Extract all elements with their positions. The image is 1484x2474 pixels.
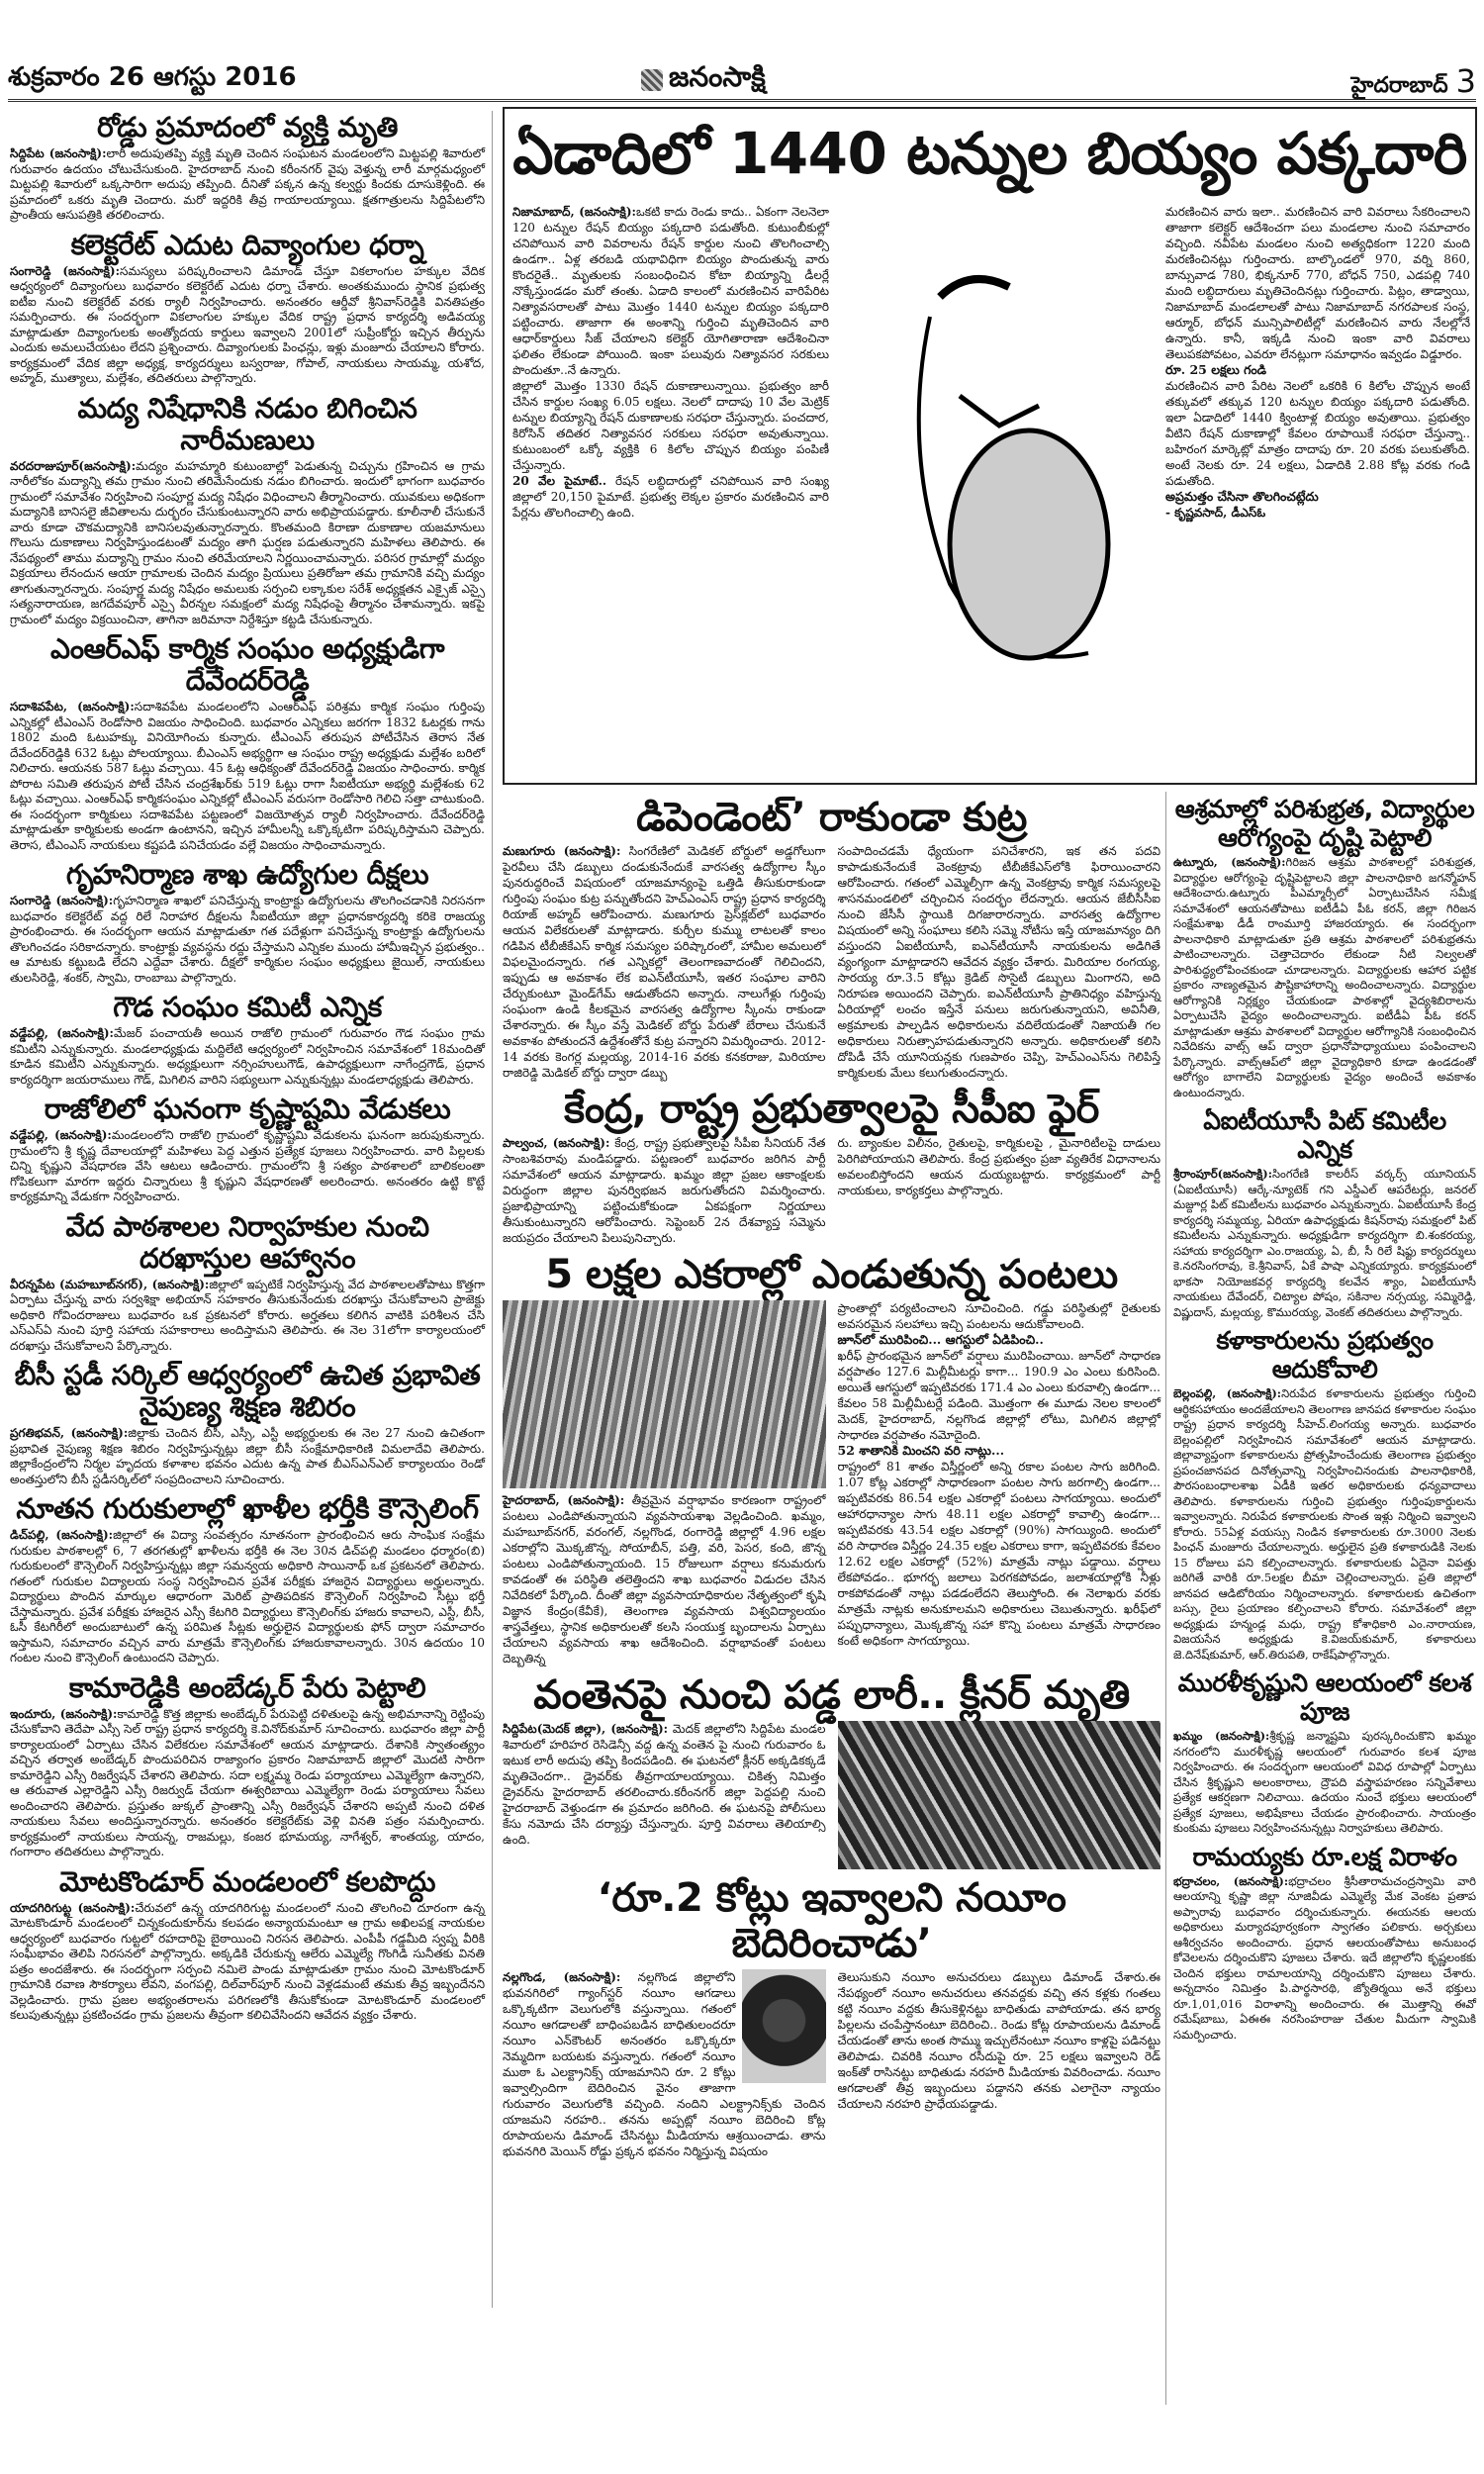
lead-body: మరణించిన వారు ఇలా.. మరణించిన వారి వివరాలు సేకరించాలని తాజాగా కలెక్టర్ ఆదేశించగా పలు మండలాల నుంచి సమాచారం వచ్చింది. నవీపేట మండలం నుంచి అత్యధికంగా 1220 మంది మరణించినట్లు గుర్తించారు. బాల్కొండలో 970, వర్ని 860, బాన్సువాడ 780, భిక్కనూర్ 770, బోధన్ 750, ఎడపల్లి 740 మంది లబ్ధిదారులు మృతిచెందినట్లు గుర్తించారు. పిట్లం, తాడ్వాయి, నిజామాబాద్ మండలాలతో పాటు నిజామాబాద్ నగరపాలక సంస్థ, ఆర్మూర్, బోధన్ మున్సిపాలిటీల్లో మరణించిన వారు నేలల్లోనే ఉన్నారు. కానీ, ఇక్కడి నుంచి ఇంకా వారి వివరాలు తెలుపకపోవటం, ఎవరూ లేనట్లుగా సమాధానం ఇవ్వడం విడ్డూరం. [1165, 205, 1470, 361]
dateline: యాదగిరిగుట్ట (జనంసాక్షి): [10, 1900, 136, 1915]
headline: నూతన గురుకులాల్లో ఖాళీల భర్తీకి కౌన్సెలింగ్ [16, 1492, 479, 1525]
paragraph: గృహనిర్మాణ శాఖలో పనిచేస్తున్న కాంట్రాక్టు ఉద్యోగులను తొలగించడానికి నిరసనగా బుధవారం కలెక్టరేట్ వద్ద రిలే నిరాహార దీక్షలను సీఐటీయూ జిల్లా ప్రధానకార్యదర్శి కరికె రాజయ్య ప్రారంభించారు. ఈ సందర్భంగా ఆయన మాట్లాడుతూ గత పదేళ్లుగా పనిచేస్తున్న కాంట్రాక్టు ఉద్యోగులను తొలగించడం సరికాదన్నారు. కాంట్రాక్టు వ్యవస్థను రద్దు చేస్తామని ఎన్నికల ముందు హామీఇచ్చిన ప్రభుత్వం.. ఆ మాటకు కట్టుబడి లేదని ఎద్దేవా చేశారు. దీక్షలో కార్మికుల సంఘం అధ్యక్షులు జైయిల్, నాయకులు తులసిరెడ్డి, శంకర్, స్వామి, రాంబాబు పాల్గొన్నారు. [10, 894, 486, 985]
paragraph: శ్రీకృష్ణ జన్మాష్టమి పురస్కరించుకొని ఖమ్మం నగరంలోని మురళీకృష్ణ ఆలయంలో గురువారం కలశ పూజ నిర్వహించారు. ఈ సందర్భంగా ఆలయంలో వివిధ రూపాల్లో ఏర్పాటు చేసిన శ్రీకృష్ణుని అలంకారాలు, ద్రౌపది వస్త్రాపహరణం సన్నివేశాలు ప్రత్యేక ఆకర్షణగా నిలిచాయి. ఉదయం నుంచే భక్తులు ఆలయంలో ప్రత్యేక పూజలు, అభిషేకాలు చేయడం ప్రారంభించారు. సాయంత్రం కుంకుమ పూజలు నిర్వహించనున్నట్లు నిర్వాహకులు తెలిపారు. [1173, 1729, 1477, 1835]
article [1173, 1106, 1476, 1320]
dateline: నిజామాబాద్, (జనంసాక్షి): [512, 205, 636, 219]
article [10, 1360, 485, 1487]
article-body [503, 1492, 826, 1666]
article [503, 1672, 1160, 1869]
paragraph: కామారెడ్డి కొత్త జిల్లాకు అంబేడ్కర్ పేరుపెట్టి దళితులపై ఉన్న అభిమానాన్ని రెట్టింపు చేసుకోవాని తెదేపా ఎస్సీ సెల్ రాష్ట్ర ప్రధాన కార్యదర్శి కె.వినోద్‌కుమార్ సూచించారు. బుధవారం జిల్లా పార్టీ కార్యాలయంలో ఏర్పాటు చేసిన విలేకరుల సమావేశంలో ఆయన మాట్లాడారు. దేశానికి స్వాతంత్య్రం వచ్చిన తర్వాత అంబేడ్కర్ పొందుపరిచిన రాజ్యాంగం ప్రకారం నిజామాబాద్ జిల్లాలో మొదటి సారిగా కామారెడ్డిని ఎస్సీ రిజర్వేషన్ చేశారని తెలిపారు. సదా లక్ష్మమ్మ రెండు పర్యాయాలు ఎమ్మెల్యేగా ఉన్నారని, ఆ తరువాత ఎల్లారెడ్డిని ఎస్సీ రిజర్వుడ్ చేయగా ఈశ్వరిబాయి ఎమ్మెల్యేగా రెండు పర్యాయాలు సేవలు అందించారని తెలిపారు. ప్రస్తుతం జుక్కల్ ప్రాంతాన్ని ఎస్సీ రిజర్వేషన్ చేశారని అప్పటి నుంచి దళిత నాయకులు సేవలు అందిస్తున్నారన్నారు. అనంతరం కలెక్టరేట్‌కు వెళ్లి వినతి పత్రం సమర్పించారు. కార్యక్రమంలో నాయకులు సాయన్న, రాజమల్లు, కంజర భూమయ్య, నాగేశ్వర్, శాంతయ్య, యాదం, గంగారాం తదితరులు పాల్గొన్నారు. [10, 1706, 485, 1858]
article-body [10, 1707, 485, 1860]
headline: డిపెండెంట్’ రాకుండా కుట్ర [636, 795, 1027, 840]
article-body [503, 1721, 826, 1848]
article-body [503, 843, 826, 1081]
article [10, 1866, 485, 2024]
article-body [10, 1128, 485, 1205]
logo-emblem-icon [641, 69, 663, 91]
headline: కామారెడ్డికి అంబేడ్కర్ పేరు పెట్టాలి [68, 1670, 426, 1704]
dateline: శ్రీరాంపూర్(జనంసాక్షి): [1173, 1167, 1272, 1181]
paragraph: మెదక్ జిల్లాలోని సిద్దిపేట మండల శివారులో హరిహర రెసిడెన్సీ వద్ద ఉన్న వంతెన పై నుంచి గురువారం ఓ ఇటుక లారీ అదుపు తప్పి కిందపడింది. ఈ ఘటనలో క్లీనర్ అక్కడికక్కడే మృతిచెందగా.. డ్రైవర్‌కు తీవ్రగాయాలయ్యాయి. చికిత్స నిమిత్తం డ్రైవర్‌ను హైదరాబాద్ తరలించారు.కరీంనగర్ జిల్లా పెద్దపల్లి నుంచి హైదరాబాద్ వెళ్తుండగా ఈ ప్రమాదం జరిగింది. ఈ ఘటనపై పోలీసులు కేసు నమోదు చేసి దర్యాప్తు చేస్తున్నారు. పూర్తి వివరాలు తెలియాల్సి ఉంది. [503, 1722, 826, 1847]
logo-text: జనంసాక్షి [669, 60, 766, 93]
paragraph: కేంద్ర, రాష్ట్ర ప్రభుత్వాలపై సీపీఐ సీనియర్ నేత సాంబశివరావు మండిపడ్డారు. పట్టణంలో బుధవారం జరిగిన పార్టీ సమావేశంలో ఆయన మాట్లాడారు. ఖమ్మం జిల్లా ప్రజల ఆకాంక్షలకు విరుద్ధంగా జిల్లాల పునర్విభజన జరుగుతోందని విమర్శించారు. ప్రజాభిప్రాయాన్ని పట్టించుకోకుండా ఏకపక్షంగా నిర్ణయాలు తీసుకుంటున్నారని ఆరోపించారు. సెప్టెంబర్ 2న దేశవ్యాప్త సమ్మెను జయప్రదం చేయాలని పిలుపునిచ్చారు. [503, 1136, 826, 1245]
article [10, 992, 485, 1088]
paragraph: నల్లగొండ జిల్లాలోని భువనగిరిలో గ్యాంగ్‌స్టర్ నయీం ఆగడాలు ఒక్కొక్కటిగా వెలుగులోకి వస్తున్నాయి. గతంలో నయీం ఆగడాలతో బాధింపబడిన బాధితులందరూ నయీం ఎన్‌కౌంటర్ అనంతరం ఒక్కొక్కరూ నెమ్మదిగా బయటకు వస్తున్నారు. గతంలో నయీం ముఠా ఓ ఎలక్ట్రానిక్స్ యాజమానిని రూ. 2 కోట్లు ఇవ్వాల్సిందిగా బెదిరించిన వైనం తాజాగా గురువారం వెలుగులోకి వచ్చింది. నందిని ఎలక్ట్రానిక్స్‌కు చెందిన యాజమని నరహరి.. తనను అప్పట్లో నయీం బెదిరించి కోట్ల రూపాయలను డిమాండ్ చేసినట్టు మీడియాను ఆశ్రయించాడు. తాను భువనగిరి మెయిన్ రోడ్డు ప్రక్కన భవనం నిర్మిస్తున్న విషయం [503, 1970, 826, 2158]
headline: బీసీ స్టడీ సర్కిల్ ఆధ్వర్యంలో ఉచిత ప్రభావిత నైపుణ్య శిక్షణ శిబిరం [14, 1359, 481, 1423]
dateline: మణుగూరు (జనంసాక్షి): [503, 844, 621, 858]
paragraph: సమస్యలు పరిష్కరించాలని డిమాండ్ చేస్తూ వికలాంగుల హక్కుల వేదిక ఆధ్వర్యంలో దివ్యాంగులు బుధవారం కలెక్టరేట్ ఎదుట ధర్నా చేశారు. అంతకుముందు స్థానిక ప్రభుత్వ ఐటీఐ నుంచి కలెక్టరేట్ వరకు ర్యాలీ నిర్వహించారు. అనంతరం ఆర్డీవో శ్రీనివాస్‌రెడ్డికి వినతిపత్రం సమర్పించారు. ఈ సందర్భంగా వికలాంగుల హక్కుల వేదిక రాష్ట్ర ప్రధాన కార్యదర్శి అడివయ్య మాట్లాడుతూ దివ్యాంగులకు అంత్యోదయ కార్డులు ఇవ్వాలని 2001లో సుప్రీంకోర్టు ఇచ్చిన తీర్పును ఎందుకు అమలుచేయటం లేదని ప్రశ్నించారు. దివ్యాంగులకు పింఛన్లు, ఇళ్లు మంజూరు చేయాలని కోరారు. కార్యక్రమంలో వేదిక జిల్లా అధ్యక్ష, కార్యదర్శులు బస్వరాజు, గోపాల్, నాయకులు సాయమ్మ, యశోద, అహ్మద్, ముత్యాలు, మల్లేశం, తదితరులు పాల్గొన్నారు. [10, 263, 485, 385]
article-body [10, 1026, 485, 1088]
article-body [10, 1528, 485, 1666]
subhead: అప్రమత్తం చేసినా తొలగించట్లేదు [1165, 489, 1319, 504]
headline: మురళీకృష్ణుని ఆలయంలో కలశ పూజ [1177, 1668, 1472, 1726]
dateline: వరదరాజుపూర్(జనంసాక్షి): [10, 458, 137, 473]
middle-column [503, 792, 1160, 2165]
lead-body [512, 473, 829, 521]
article-body: రు. బ్యాంకుల విలీనం, రైతులపై, కార్మికులపై , మైనారిటీలపై దాడులు పెరిగిపోయాయని తెలిపారు. కేంద్ర ప్రభుత్వం ప్రజా వ్యతిరేక విధానాలను అవలంబిస్తోందని ఆయన దుయ్యబట్టారు. కార్యక్రమంలో పార్టీ నాయకులు, కార్యకర్తలు పాల్గొన్నారు. [837, 1136, 1160, 1197]
dateline: వడ్డేపల్లి, (జనంసాక్షి): [10, 1128, 112, 1142]
article-body [10, 459, 485, 628]
dateline: ఖమ్మం (జనంసాక్షి): [1173, 1729, 1270, 1743]
paragraph: సింగరేణిలో మెడికల్ బోర్డులో అడ్డగోలుగా పైరవీలు చేసి డబ్బులు దండుకునేందుకే వారసత్వ ఉద్యోగాల స్కీం పునరుద్ధరించే విషయంలో యాజమాన్యంపై ఒత్తిడి తీసుకురాకుండా గుర్తింపు సంఘం కుట్ర పన్నుతోందని హెచ్‌ఎంఎస్ రాష్ట్ర ప్రధాన కార్యదర్శి రియాజ్ అహ్మద్ ఆరోపించారు. మణుగూరు ప్రెస్‌క్లబ్‌లో బుధవారం ఆయన విలేకరులతో మాట్లాడారు. కుర్చీల కుమ్ము లాటలతో కాలం గడిపిన టీబీజీకేఎస్ కార్మిక సమస్యల పరిష్కారంలో, హామీల అమలులో విఫలమైందన్నారు. గత ఎన్నికల్లో తెలంగాణవాదంతో గెలిచిందని, ఇప్పుడు ఆ అవకాశం లేక ఐఎన్‌టీయూసీ, ఇతర సంఘాల వారిని చేర్చుకుంటూ మైండ్‌గేమ్ ఆడుతోందని అన్నారు. నాలుగేళ్లు గుర్తింపు సంఘంగా ఉండి కీలకమైన వారసత్వ ఉద్యోగాల స్కీంను రాకుండా చేశారన్నారు. ఈ స్కీం వస్తే మెడికల్ బోర్డు పేరుతో బేరాలు చేసుకునే అవకాశం పోతుందనే ఉద్దేశంతోనే కుట్ర పన్నారని విమర్శించారు. 2012-14 వరకు కెంగర్ల మల్లయ్య, 2014-16 వరకు కనకరాజు, మిరియాల రాజిరెడ్డి మెడికల్ బోర్డు ద్వారా డబ్బు [503, 844, 826, 1080]
article-body [503, 1135, 826, 1246]
cartoon-man-eating-rice [841, 257, 1158, 683]
article [1173, 1843, 1476, 2044]
headline: మోటకొండూర్ మండలంలో కలపొద్దు [59, 1864, 435, 1898]
article-body [10, 1901, 485, 2024]
right-column [1173, 792, 1476, 2048]
dateline: వడ్డేపల్లి, (జనంసాక్షి): [10, 1026, 114, 1040]
issue-date: శుక్రవారం 26 ఆగస్టు 2016 [8, 62, 297, 92]
article-body [10, 264, 485, 387]
headline: కళాకారులను ప్రభుత్వం ఆదుకోవాలి [1216, 1326, 1434, 1383]
dateline: సదాశివపేట, (జనంసాక్షి): [10, 700, 135, 714]
headline: కేంద్ర, రాష్ట్ర ప్రభుత్వాలపై సీపీఐ ఫైర్ [564, 1087, 1099, 1132]
column-divider [492, 111, 493, 2308]
article-body: ప్రాంతాల్లో పర్యటించాలని సూచించింది. గడ్డు పరిస్థితుల్లో రైతులకు అవసరమైన సలహాలు ఇచ్చి పంటలను ఆదుకోవాలంది. [837, 1301, 1160, 1331]
paragraph: సదాశివపేట మండలంలోని ఎంఆర్‌ఎఫ్ పరిశ్రమ కార్మిక సంఘం గుర్తింపు ఎన్నికల్లో టీఎంఎస్ రెండోసారి విజయం సాధించింది. బుధవారం ఎన్నికలు జరగగా 1832 ఓటర్లకు గాను 1802 మంది ఓటుహక్కు వినియోగించు కున్నారు. టీఎంఎస్ తరుపున పోటీచేసిన తెరాస నేత దేవేందర్‌రెడ్డికి 632 ఓట్లు పోలయ్యాయి. బీఎంఎస్ అభ్యర్థిగా ఆ సంఘం రాష్ట్ర అధ్యక్షుడు మల్లేశం బరిలో నిలిచారు. ఆయనకు 587 ఓట్లు వచ్చాయి. 45 ఓట్ల ఆధిక్యంతో దేవేందర్‌రెడ్డి విజయం సాధించారు. కార్మిక పోరాట సమితి తరుపున పోటీ చేసిన చంద్రశేఖర్‌కు 519 ఓట్లు రాగా సీఐటీయూ అభ్యర్థి మల్లేశంకు 62 ఓట్లు వచ్చాయి. ఎంఆర్‌ఎఫ్ కార్మికసంఘం ఎన్నికల్లో టీఎంఎస్ వరుసగా రెండోసారి గెలిచి సత్తా చాటుకుంది. ఈ సందర్భంగా కార్మికులు సదాశివపేట పట్టణంలో విజయోత్సవ ర్యాలీ నిర్వహించారు. దేవేందర్‌రెడ్డి మాట్లాడుతూ కార్మికులకు అండగా ఉంటానని, ఇచ్చిన హామీలన్నీ ఒక్కొక్కటిగా పరిష్కరిస్తామని చెప్పారు. తెరాస, టీఎంఎస్ నాయకులు కష్టపడి పనిచేయడం వల్లే విజయం సాధించామన్నారు. [10, 700, 486, 852]
article-body [10, 1278, 485, 1355]
dateline: డిచ్‌పల్లి, (జనంసాక్షి): [10, 1528, 114, 1542]
dateline: ప్రగతిభవన్, (జనంసాక్షి): [10, 1426, 129, 1440]
headline: గృహనిర్మాణ శాఖ ఉద్యోగుల దీక్షలు [65, 858, 429, 891]
article-body [1173, 1386, 1476, 1663]
article-body: సంపాదించడమే ధ్యేయంగా పనిచేశారని, ఇక తన పదవి కాపాడుకునేందుకే వెంకట్రావు టీబీజీకేఎస్‌లోకి ఫిరాయించారని ఆరోపించారు. గతంలో ఎమ్మెల్సీగా ఉన్న వెంకట్రావు కార్మిక సమస్యలపై శాసనమండలిలో చర్చించిన సందర్భం లేదన్నారు. ఆయన జేబీసీసీఐ నుంచి జేసీసీ స్థాయికి దిగజారారన్నారు. వారసత్వ ఉద్యోగాల విషయంలో అన్ని సంఘాలు కలిసి సమ్మె నోటీసు ఇస్తే యాజమాన్యం దిగి వస్తుందని ఏఐటీయూసీ, ఐఎన్‌టీయూసీ నాయకులను అడిగితే వ్యంగ్యంగా మాట్లాడారని ఆవేదన వ్యక్తం చేశారు. మిరియాల రంగయ్య, సారయ్య రూ.3.5 కోట్లు క్రెడిట్ సొసైటీ డబ్బులు మింగారని, అది నిరూపణ అయిందని చెప్పారు. ఐఎన్‌టీయూసీ ప్రాతినిధ్యం వహిస్తున్న ఏరియాల్లో లంచం ఇస్తేనే పనులు జరుగుతున్నాయని, అవినీతి, అక్రమాలకు పాల్పడిన అధికారులను వదిలేయడంతో నిజాయతీ గల అధికారులు నిరుత్సాహపడుతున్నారని అన్నారు. అధికారులతో కలిసి దోపిడీ చేసే యూనియన్లకు గుణపాఠం చెప్పి, హెచ్‌ఎంఎస్‌ను గెలిపిస్తే కార్మికులకు మేలు కలుగుతుందన్నారు. [837, 844, 1160, 1080]
paragraph: జిల్లాకు చెందిన బీసీ, ఎస్సీ, ఎస్టీ అభ్యర్థులకు ఈ నెల 27 నుంచి ఉచితంగా ప్రభావిత నైపుణ్య శిక్షణ శిబిరం నిర్వహిస్తున్నట్లు జిల్లా బీసీ సంక్షేమాధికారిణి విమలాదేవి తెలిపారు. జిల్లాకేంద్రంలోని నిర్మల హృదయ కళాశాల భవనం ఎదుట ఉన్న పాత బీఎస్‌ఎన్‌ఎల్ కార్యాలయం రెండో అంతస్తులోని బీసీ స్టడీసర్కిల్‌లో సంప్రదించాలని సూచించారు. [10, 1426, 485, 1486]
article [10, 230, 485, 387]
article [10, 859, 485, 986]
subhead: రూ. 25 లక్షలు గండి [1165, 362, 1267, 377]
paragraph: సింగరేణి కాలరీస్ వర్కర్స్ యూనియన్ (ఏఐటీయూసీ) ఆర్కే-న్యూటెక్ గని ఎస్డీఎల్ ఆపరేటర్లు, జనరల్ మజ్దూర్ల పిట్ కమిటీలను బుధవారం ఎన్నుకున్నారు. ఏఐటీయూసీ కేంద్ర కార్యదర్శి సమ్మయ్య, ఏరియా ఉపాధ్యక్షుడు కిషన్‌రావు సమక్షంలో పిట్ కమిటీలను ఎన్నుకున్నారు. అధ్యక్షుడిగా కార్యదర్శిగా బి.శంకరయ్య, సహాయ కార్యదర్శిగా ఎం.రాజయ్య, ఏ, బీ, సీ రిలే షిఫ్టు కార్యదర్శులు కె.నరసింగరావు, కె.శ్రీనివాస్, ఏకే పాషా ఎన్నికయ్యారు. కార్యక్రమంలో భాకసా నియోజకవర్గ కార్యదర్శి కలవేన శ్యాం, ఏఐటీయూసీ నాయకులు దేవేందర్, చిట్యాల పోషం, సకినాల నర్సయ్య, సమ్మిరెడ్డి, విష్ణుదాస్, మల్లయ్య, కొమురయ్య, వెంకట్ తదితరులు పాల్గొన్నారు. [1173, 1167, 1476, 1319]
headline: మద్య నిషేధానికి నడుం బిగించిన నారీమణులు [77, 391, 417, 456]
paragraph: నిరుపేద కళాకారులను ప్రభుత్వం గుర్తించి ఆర్థికసహాయం అందజేయాలని తెలంగాణ జానపద కళాకారుల సంఘం రాష్ట్ర ప్రధాన కార్యదర్శి సీహెచ్.లింగయ్య అన్నారు. బుధవారం బెల్లంపల్లిలో నిర్వహించిన సమావేశంలో ఆయన మాట్లాడారు. జిల్లావ్యాప్తంగా కళాకారులను ప్రోత్సహించేందుకు తెలంగాణ ప్రభుత్వం ప్రపంచజానపద దినోత్సవాన్ని నిర్వహించినందుకు పాలనాధికారికి, పౌరసంబంధాలశాఖ ఏడీకి ఇతర అధికారులకు ధన్యవాదాలు తెలిపారు. కళాకారులను గుర్తించి ప్రభుత్వం గుర్తింపుకార్డులను ఇవ్వాలన్నారు. నిరుపేద కళాకారులకు సొంత ఇళ్లు నిర్మించి ఇవ్వాలని కోరారు. 55ఏళ్ల వయస్సు నిండిన కళాకారులకు రూ.3000 నెలకు పింఛన్ మంజూరు చేయాలన్నారు. అర్హులైన ప్రతి కళాకారుడికి నెలకు 15 రోజులు పని కల్పించాలన్నారు. కళాకారులకు ఏదైనా విపత్తు జరిగితే వారికి రూ.5లక్షల బీమా చెల్లించాలన్నారు. ప్రతి జిల్లాలో జానపద ఆడిటోరియం నిర్మించాలన్నారు. కళాకారులకు ఉచితంగా బస్సు, రైలు ప్రయాణం కల్పించాలని కోరారు. సమావేశంలో జిల్లా అధ్యక్షుడు హన్మండ్ల మధు, రాష్ట్ర కోశాధికారి ఎం.నారాయణ, విజయసేన అధ్యక్షుడు కె.విజయ్‌కుమార్, కళాకారులు జె.దినేష్‌కుమార్, ఆర్.తిరుపతి, రాకేష్‌పాల్గొన్నారు. [1173, 1386, 1476, 1662]
lead-body [512, 204, 829, 378]
headline: ఎంఆర్‌ఎఫ్ కార్మిక సంఘం అధ్యక్షుడిగా దేవేందర్‌రెడ్డి [49, 632, 445, 697]
headline: వేద పాఠశాలల నిర్వాహకుల నుంచి దరఖాస్తుల ఆహ్వానం [65, 1209, 429, 1275]
dateline: భద్రాచలం, (జనంసాక్షి): [1173, 1873, 1289, 1888]
article [10, 1672, 485, 1860]
paragraph: మండలంలోని రాజోలి గ్రామంలో కృష్ణాష్టమి వేడుకలను ఘనంగా జరుపుకున్నారు. గ్రామంలోని శ్రీ కృష్ణ దేవాలయాల్లో మహిళలు పెద్ద ఎత్తున ప్రత్యేక పూజలు నిర్వహించారు. వారి పిల్లలకు చిన్ని కృష్ణుని వేషధారణ వేసి ఆటలు ఆడించారు. గ్రామంలోని శ్రీ సత్యం పాఠశాలలో బాలికలంతా గోపికలుగా మారగా ఇద్దరు చిన్నారులు శ్రీ కృష్ణుని వేషధారణతో అలరించారు. అనంతరం ఉట్టి కొట్టే కార్యక్రమాన్ని వేడుకగా నిర్వహించారు. [10, 1128, 485, 1203]
lead-headline: ఏడాదిలో 1440 టన్నుల బియ్యం పక్కదారి [512, 120, 1467, 187]
article-body [10, 146, 485, 224]
headline: రోడ్డు ప్రమాదంలో వ్యక్తి మృతి [97, 111, 398, 143]
paragraph: జిల్లాలో ఇప్పటికే నిర్వహిస్తున్న వేద పాఠశాలలతోపాటు కొత్తగా ఏర్పాటు చేస్తున్న వారు సర్వశిక్షా అభియాన్ సహకారం తీసుకునేందుకు దరఖాస్తు చేసుకోవాలని ప్రాజెక్టు అధికారి గోవిందరాజులు బుధవారం ఒక ప్రకటనలో కోరారు. అర్హతలు కలిగిన వాటికి పరిశీలన చేసి ఎస్‌ఎస్‌ఏ నుంచి పూర్తి సహాయ సహకారాలు అందిస్తామని తెలిపారు. ఈ నెల 31లోగా కార్యాలయంలో దరఖాస్తు చేసుకోవాలని పేర్కొన్నారు. [10, 1277, 485, 1353]
article-body [10, 894, 485, 986]
headline: రామయ్యకు రూ.లక్ష విరాళం [1192, 1842, 1457, 1871]
byline: - కృష్ణవసాద్, డీఎస్‌ఓ [1165, 506, 1266, 520]
dateline: బెల్లంపల్లి, (జనంసాక్షి): [1173, 1386, 1282, 1400]
headline: గౌడ సంఘం కమిటీ ఎన్నిక [113, 991, 382, 1023]
headline: రాజోలిలో ఘనంగా కృష్ణాష్టమి వేడుకలు [44, 1093, 451, 1125]
dateline: నల్లగొండ, (జనంసాక్షి): [503, 1970, 621, 1984]
dateline: సంగారెడ్డి (జనంసాక్షి): [10, 894, 114, 907]
article [503, 1087, 1160, 1246]
dateline: ఇందూరు, (జనంసాక్షి): [10, 1706, 118, 1721]
headline: ‘రూ.2 కోట్లు ఇవ్వాలని నయీం బెదిరించాడు’ [597, 1875, 1067, 1966]
dateline: సంగారెడ్డి (జనంసాక్షి): [10, 263, 121, 278]
subhead: జూన్‌లో మురిపించి... ఆగస్టులో ఏడిపించి.. [837, 1332, 1044, 1347]
article-body: తెలుసుకుని నయీం అనుచరులు డబ్బులు డిమాండ్ చేశారు.ఈ నేపథ్యంలో నయీం అనుచరులు తనవద్దకు వచ్చి తన కళ్లకు గంతలు కట్టి నయీం వద్దకు తీసుకెళ్లినట్టు బాధితుడు వాపోయాడు. తన భార్య పిల్లలను చంపేస్తానంటూ బెదిరించి.. రెండు కోట్ల రూపాయలను డిమాండ్ చేయడంతో తాను అంత సొమ్ము ఇచ్చులేనంటూ నయీం కాళ్లపై పడినట్టు తెలిపాడు. చివరికి నయీం రసీదుపై రూ. 25 లక్షలు ఇవ్వాలని రెడ్ ఇంక్‌తో రాసినట్టు బాధితుడు నరహరి మీడియాకు వివరించాడు. నయీం ఆగడాలతో తీవ్ర ఇబ్బందులు పడ్డానని తనకు ఎలాగైనా న్యాయం చేయాలని నరహరి ప్రాధేయపడ్డాడు. [837, 1970, 1160, 2111]
headline: 5 లక్షల ఎకరాల్లో ఎండుతున్న పంటలు [545, 1252, 1118, 1297]
paragraph: రేషన్ లబ్ధిదారుల్లో చనిపోయిన వారి సంఖ్య జిల్లాలో 20,150 పైమాటే. ప్రభుత్వ లెక్కల ప్రకారం మరణించిన వారి పేర్లను తొలగించాల్సి ఉంది. [512, 474, 829, 520]
article [10, 1493, 485, 1666]
subhead: 52 శాతానికి మించని వరి నాట్లు... [837, 1443, 1005, 1458]
article-body: ఖరీఫ్ ప్రారంభమైన జూన్‌లో వర్షాలు మురిపించాయి. జూన్‌లో సాధారణ వర్షపాతం 127.6 మిల్లీమీటర్లు కాగా... 190.9 ఎం ఎంలు కురిసింది. అయితే ఆగస్టులో ఇప్పటివరకు 171.4 ఎం ఎంలు కురవాల్సి ఉండగా... కేవలం 58 మిల్లీమీటర్లే పడింది. మొత్తంగా ఈ మూడు నెలల కాలంలో మెదక్, హైదరాబాద్, నల్లగొండ జిల్లాల్లో లోటు, మిగిలిన జిల్లాల్లో సాధారణ వర్షపాతం నమోదైంది. [837, 1349, 1160, 1442]
headline: కలెక్టరేట్ ఎదుట దివ్యాంగుల ధర్నా [70, 228, 424, 261]
paragraph: చేరువలో ఉన్న యాదగిరిగుట్ట మండలంలో నుంచి తొలగించి దూరంగా ఉన్న మోటకొండూర్ మండలంలో చిన్నకందుకూర్‌ను కలపడం అన్యాయమంటూ ఆ గ్రామ అఖిలపక్ష నాయకుల ఆధ్వర్యంలో బుధవారం గుట్టలో రహదారిపై బైఠాయించి నిరసన తెలిపారు. ఎంపీపీ గడ్డమీది స్వప్న వీరికి సంఘీభావం తెలిపి నిరసనలో పాల్గొన్నారు. అక్కడికి చేరుకున్న ఆలేరు ఎమ్మెల్యే గొంగిడి సునీతకు వినతి పత్రం అందజేశారు. ఈ సందర్భంగా సర్పంచి నమిలె పాండు మాట్లాడుతూ గ్రామం నుంచి మోటకొండూర్ గ్రామానికి రవాణ సౌకర్యాలు లేవని, వంగపల్లి, దిల్‌వార్‌పూర్ నుంచి వెళ్లడమంటే తమకు తీవ్ర ఇబ్బందేనని వెల్లడించారు. గ్రామ ప్రజల అభ్యంతరాలను పరిగణలోకి తీసుకోకుండా మోటకొండూర్ మండలంలో కలుపుతున్నట్లు ప్రకటించడం గ్రామ ప్రజలను తీవ్రంగా కలిచివేసిందని ఆవేదన వ్యక్తం చేశారు. [10, 1900, 485, 2022]
subhead: 20 వేల పైమాటే.. [512, 474, 607, 488]
article-body: రాష్ట్రంలో 81 శాతం విస్తీర్ణంలో అన్ని రకాల పంటల సాగు జరిగింది. 1.07 కోట్ల ఎకరాల్లో సాధారణంగా పంటల సాగు జరగాల్సి ఉండగా... ఇప్పటివరకు 86.54 లక్షల ఎకరాల్లో పంటలు సాగయ్యాయి. అందులో ఆహారధాన్యాల సాగు 48.11 లక్షల ఎకరాల్లో కావాల్సి ఉండగా... ఇప్పటివరకు 43.54 లక్షల ఎకరాల్లో (90%) సాగయ్యింది. అందులో వరి సాధారణ విస్తీర్ణం 24.35 లక్షల ఎకరాలు కాగా, ఇప్పటివరకు కేవలం 12.62 లక్షల ఎకరాల్లో (52%) మాత్రమే నాట్లు పడ్డాయి. వర్షాలు లేకపోవడం.. భూగర్భ జలాలు పెరగకపోవడం, జలాశయాల్లోకి నీళ్లు రాకపోవడంతో నాట్లు పడడంలేదని తెలుస్తోంది. ఈ నెలాఖరు వరకు మాత్రమే నాట్లకు అనుకూలమని అధికారులు చెబుతున్నారు. ఖరీఫ్‌లో పప్పుధాన్యాలు, మొక్కజొన్న సహా కొన్ని పంటలు మాత్రమే సాధారణం కంటే అధికంగా సాగయ్యాయి. [837, 1460, 1160, 1648]
article [10, 1211, 485, 1355]
left-column [10, 109, 485, 2030]
article-body [1173, 1874, 1476, 2044]
headline: ఆశ్రమాల్లో పరిశుభ్రత, విద్యార్థుల ఆరోగ్యంపై దృష్టి పెట్టాలి [1174, 795, 1475, 852]
article-body [1173, 855, 1476, 1100]
lead-story [503, 107, 1477, 785]
cartoon-drawing [841, 257, 1158, 683]
dateline: సిద్దిపేట (జనంసాక్షి): [10, 146, 107, 160]
paragraph: లారీ అదుపుతప్పి వ్యక్తి మృతి చెందిన సంఘటన మండలంలోని మిట్టపల్లి శివారులో గురువారం ఉదయం చోటుచేసుకుంది. హైదరాబాద్ నుంచి కరీంనగర్ వైపు వెళ్తున్న లారీ మార్గమధ్యంలో మిట్టపల్లి శివారులో ఒక్కసారిగా అదుపు తప్పింది. దీనితో పక్కన ఉన్న కల్వర్టు కిందకు దూసుకెళ్లింది. ఈ ప్రమాదంలో ఒకరు మృతి చెందారు. మరో ఇద్దరికి తీవ్ర గాయాలయ్యాయి. క్షతగాత్రులను సిద్దిపేటలోని ప్రాంతీయ ఆసుపత్రికి తరలించారు. [10, 146, 485, 222]
page-number: 3 [1455, 62, 1476, 100]
lead-body: మరణించిన వారి పేరిట నెలలో ఒకరికి 6 కిలోల చొప్పున అంటే తక్కువలో తక్కువ 120 టన్నుల బియ్యం పక్కదారి పడుతోంది. ఇలా ఏడాదిలో 1440 క్వింటాళ్ల బియ్యం అవుతాయి. ప్రభుత్వం వీటిని రేషన్ దుకాణాల్లో కేవలం రూపాయికే సరఫరా చేస్తున్నా.. బహిరంగ మార్కెట్లో మాత్రం దాదాపు రూ. 20 వరకు పలుకుతోంది. అంటే నెలకు రూ. 24 లక్షలు, ఏడాదికి 2.88 కోట్ల వరకు గండి పడుతోంది. [1165, 379, 1470, 488]
masthead [8, 54, 1476, 102]
dateline: వీరన్నపేట (మహబూబ్‌నగర్), (జనంసాక్షి): [10, 1277, 210, 1291]
dateline: పాల్వంచ, (జనంసాక్షి): [503, 1136, 610, 1150]
article-body [1173, 1167, 1476, 1320]
newspaper-logo [641, 60, 766, 100]
edition-city [1351, 62, 1476, 103]
article [10, 1094, 485, 1205]
article [1173, 1326, 1476, 1663]
paragraph: జిల్లాలో ఈ విద్యా సంవత్సరం నూతనంగా ప్రారంభించిన ఆరు సాంఘిక సంక్షేమ గురుకుల పాఠశాలల్లో 6, 7 తరగతుల్లో ఖాళీలను భర్తీకి ఈ నెల 30న డిచ్‌పల్లి మండలం ధర్మారం(బి) గురుకులంలో కౌన్సెలింగ్ నిర్వహిస్తున్నట్లు జిల్లా సమన్వయ అధికారి సాయినాథ్ ఒక ప్రకటనలో తెలిపారు. గతంలో గురుకుల విద్యాలయ సంస్థ నిర్వహించిన ప్రవేశ పరీక్షకు హాజరైన విద్యార్థులు అర్హులన్నారు. విద్యార్థులు పొందిన మార్కుల ఆధారంగా మెరిట్ ప్రాతిపదికన కౌన్సెలింగ్ నిర్వహించి సీట్లు భర్తీ చేస్తామన్నారు. ప్రవేశ పరీక్షకు హాజరైన ఎస్సీ కేటగిరి విద్యార్థులు కౌన్సెలింగ్‌కు హాజరు కావాలని, ఎస్టీ, బీసీ, ఓసీ కేటగిరీలో అందుబాటులో ఉన్న పరిమిత సీట్లకు అర్హులైన విద్యార్థులకు ఫోన్ ద్వారా సమాచారం ఇస్తామని, సమాచారం వచ్చిన వారు మాత్రమే కౌన్సెలింగ్‌కు హాజరుకావాలన్నారు. 30న ఉదయం 10 గంటల నుంచి కౌన్సెలింగ్ ఉంటుందని చెప్పారు. [10, 1528, 485, 1665]
paragraph: భద్రాచలం శ్రీసీతారామచంద్రస్వామి వారి ఆలయాన్ని కృష్ణా జిల్లా నూజివీడు ఎమ్మెల్యే మేక వెంకట ప్రతాప అప్పారావు బుధవారం దర్శించుకున్నారు. ఈయనకు ఆలయ అధికారులు మర్యాదపూర్వకంగా స్వాగతం పలికారు. అర్చకులు ఆశీర్వచనం అందించారు. ప్రధాన ఆలయంతోపాటు అనుబంధ కోవెలలను దర్శించుకొని పూజలు చేశారు. ఇదే జిల్లాలోని కృష్ణలంకకు చెందిన భక్తులు రామాలయాన్ని దర్శించుకొని పూజలు చేశారు. అన్నదానం నిమిత్తం పి.పార్థసారథి, జ్యోతిర్మయి అనే భక్తులు రూ.1,01,016 విరాళాన్ని అందించారు. ఈ మొత్తాన్ని ఈవో రమేష్‌బాబు, ఏఈఈ నరసింహరాజు చేతుల మీదుగా స్వామికి సమర్పించారు. [1173, 1873, 1476, 2042]
dateline: ఉట్నూరు, (జనంసాక్షి): [1173, 855, 1286, 869]
paragraph: తీవ్రమైన వర్షాభావం కారణంగా రాష్ట్రంలో పంటలు ఎండిపోతున్నాయని వ్యవసాయశాఖ వెల్లడించింది. ఖమ్మం, మహబూబ్‌నగర్, వరంగల్, నల్లగొండ, రంగారెడ్డి జిల్లాల్లో 4.96 లక్షల ఎకరాల్లోని మొక్కజొన్న, సోయాబీన్, పత్తి, వరి, పెసర, కంది, జొన్న పంటలు ఎండిపోతున్నాయంది. 15 రోజులుగా వర్షాలు కనుమరుగు కావడంతో ఈ పరిస్థితి తలెత్తిందని శాఖ బుధవారం విడుదల చేసిన నివేదికలో పేర్కొంది. దీంతో జిల్లా వ్యవసాయాధికారుల నేతృత్వంలో కృషి విజ్ఞాన కేంద్రం(కేవీకే), తెలంగాణ వ్యవసాయ విశ్వవిద్యాలయం శాస్త్రవేత్తలు, స్థానిక అధికారులతో కలసి సంయుక్త బృందాలను ఏర్పాటు చేయాలని వ్యవసాయ శాఖ ఆదేశించింది. వర్షాభావంతో పంటలు దెబ్బతిన్న [503, 1493, 826, 1665]
article [10, 112, 485, 224]
paragraph: మేజర్ పంచాయతీ అయిన రాజోలి గ్రామంలో గురువారం గౌడ సంఘం గ్రామ కమిటీని ఎన్నుకున్నారు. మండలాధ్యక్షుడు మద్దిలేటి ఆధ్వర్యంలో నిర్వహించిన సమావేశంలో 18మందితో కూడిన కమిటీని ఎన్నుకున్నారు. అధ్యక్షులుగా నర్సింహులుగౌడ్, ఉపాధ్యక్షులుగా నాగేంద్రగౌడ్, ప్రధాన కార్యదర్శిగా జయరాములు గౌడ్, మిగిలిన వారిని సభ్యులుగా ఎన్నుకున్నట్లు మండలాధ్యక్షుడు తెలిపారు. [10, 1026, 485, 1087]
article-body [10, 700, 485, 853]
dateline: హైదరాబాద్, (జనంసాక్షి): [503, 1493, 625, 1507]
victim-photo [742, 1969, 826, 2083]
article [1173, 795, 1476, 1100]
article [10, 633, 485, 853]
dried-crop-photo [503, 1300, 826, 1488]
article [503, 1875, 1160, 2159]
dateline: సిద్దిపేట(మెదక్ జిల్లా), (జనంసాక్షి): [503, 1722, 669, 1736]
lorry-accident-photo [838, 1721, 1161, 1869]
column-divider [1165, 792, 1166, 2405]
paragraph: గిరిజన ఆశ్రమ పాఠశాలల్లో పరిశుభ్రత, విద్యార్థుల ఆరోగ్యంపై దృష్టిపెట్టాలని జిల్లా పాలనాధికారి జగన్మోహన్ ఆదేశించారు.ఉట్నూరు పీఎమ్మార్సీలో ఏర్పాటుచేసిన సమీక్ష సమావేశంలో ఆయనతోపాటు ఐటీడీఏ పీఓ కరన్, జిల్లా గిరిజన సంక్షేమశాఖ డీడీ రాంమూర్తి హాజరయ్యారు. ఈ సందర్భంగా పాలనాధికారి మాట్లాడుతూ ప్రతి ఆశ్రమ పాఠశాలలో పరిశుభ్రతను పాటించాలన్నారు. చెత్తాచెదారం లేకుండా నీటి నిల్వలతో పారిశుద్ధ్యలోపించకుండా చూడాలన్నారు. విద్యార్థులకు ఆహార పట్టిక ప్రకారం నాణ్యతమైన పౌష్టికాహారాన్ని అందించాలన్నారు. విద్యార్థుల ఆరోగ్యానికి నిర్లక్ష్యం చేయకుండా పాఠశాల్లో వైద్యశిబిరాలను ఏర్పాటుచేసి వైద్యం అందించాలన్నారు. ఐటీడీఏ పీఓ కరన్ మాట్లాడుతూ ఆశ్రమ పాఠశాలలో విద్యార్థుల ఆరోగ్యానికి సంబంధించిన నివేదికను వాట్స్ ఆప్ ద్వారా ప్రధానోపాధ్యాయులు పంపించాలని పేర్కొన్నారు. వాట్స్‌ఆప్‌లో జిల్లా వైద్యాధికారి కూడా ఉండడంతో ఆరోగ్యం బాగాలేని విద్యార్థులకు వైద్యం అందించే అవకాశం ఉంటుందన్నారు. [1173, 855, 1476, 1099]
headline: వంతెనపై నుంచి పడ్డ లారీ.. క్లీనర్ మృతి [533, 1672, 1130, 1718]
article [503, 1252, 1160, 1666]
article [10, 393, 485, 628]
article [503, 795, 1160, 1081]
paragraph: ఒకటి కాదు రెండు కాదు.. ఏకంగా నెలనెలా 120 టన్నుల రేషన్ బియ్యం పక్కదారి పడుతోంది. కుటుంబీకుల్లో చనిపోయిన వారి వివరాలను రేషన్ కార్డుల నుంచి తొలగించాల్సి ఉండగా.. ఏళ్ల తరబడి యథావిధిగా బియ్యం పొందుతున్న వారు కొందరైతే.. మృతులకు సంబంధించిన కోటా బియ్యాన్ని డీలర్లే నొక్కేస్తుండడం మరో తంతు. ఏడాది కాలంలో మరణించిన వారిపేరిట నిత్యావసరాలతో పాటు మొత్తం 1440 టన్నుల బియ్యం పక్కదారి పట్టించారు. తాజాగా ఈ అంశాన్ని గుర్తించి మృతిచెందిన వారి ఆధార్‌కార్డులు సీజ్ చేయాలని కలెక్టర్ యోగితారాణా ఆదేశించినా ఫలితం లేకుండా పోయింది. ఇంకా పలువురు నిత్యావసర సరకులు పొందుతూ..నే ఉన్నారు. [512, 205, 829, 377]
paragraph: మద్యం మహమ్మారి కుటుంబాల్లో పెడుతున్న చిచ్చును గ్రహించిన ఆ గ్రామ నారీలోకం మద్యాన్ని తమ గ్రామం నుంచి తరిమేసేందుకు నడుం బిగించారు. ఇందులో భాగంగా బుధవారం గ్రామంలో సమావేశం నిర్వహించి సంపూర్ణ మద్య నిషేధం విధించాలని తీర్మానించారు. యువకులు అధికంగా మద్యానికి బానిసలై జీవితాలను దుర్భరం చేసుకుంటున్నారని వారు అభిప్రాయపడ్డారు. కూలీనాలీ చేసుకునే వారు కూడా చౌకమద్యానికి బానిసలవుతున్నారన్నారు. కొంతమంది కిరాణా దుకాణాల యజమానులు గొలుసు దుకాణాలు నిర్వహిస్తుండటంతో మద్యం తాగి ఘర్షణ పడుతున్నారని మహిళలు తెలిపారు. ఈ నేపథ్యంలో తాము మద్యాన్ని గ్రామం నుంచి తరిమేయాలని నిర్ణయించామన్నారు. పరిసర గ్రామాల్లో మద్యం విక్రయాలు లేనందున ఆయా గ్రామాలకు చెందిన మద్యం ప్రియులు ప్రతిరోజూ తమ గ్రామానికి వచ్చి మద్యం తాగుతున్నారన్నారు. సంపూర్ణ మద్య నిషేధం అమలుకు సర్పంచి లక్కాకుల సరేశ్ అధ్యక్షతన ఎక్సైజ్ ఎస్సై సత్యనారాయణ, జగదేవపూర్ ఎస్సై వీరన్నల సమక్షంలో మద్య నిషేధంపై తీర్మానం చేశామన్నారు. ఇకపై గ్రామంలో మద్యం విక్రయించినా, తాగినా జరిమానా నిర్దేశిస్తూ కట్టడి చేసుకున్నారు. [10, 458, 485, 626]
article-body [1173, 1729, 1476, 1837]
article [1173, 1668, 1476, 1837]
lead-body: జిల్లాలో మొత్తం 1330 రేషన్ దుకాణాలున్నాయి. ప్రభుత్వం జారీ చేసిన కార్డుల సంఖ్య 6.05 లక్షలు. నెలలో దాదాపు 10 వేల మెట్రిక్ టన్నుల బియ్యాన్ని రేషన్ దుకాణాలకు సరఫరా చేస్తున్నారు. పంచదార, కిరోసిన్ తదితర నిత్యావసర సరకులు సరఫరా అవుతున్నాయి. కుటుంబంలో ఒక్కో వ్యక్తికి 6 కిలోల చొప్పున బియ్యం పంపిణీ చేస్తున్నారు. [512, 379, 829, 472]
article-body [10, 1426, 485, 1487]
headline: ఏఐటీయూసీ పిట్ కమిటీల ఎన్నిక [1203, 1106, 1446, 1164]
city-name: హైదరాబాద్ [1350, 73, 1448, 98]
